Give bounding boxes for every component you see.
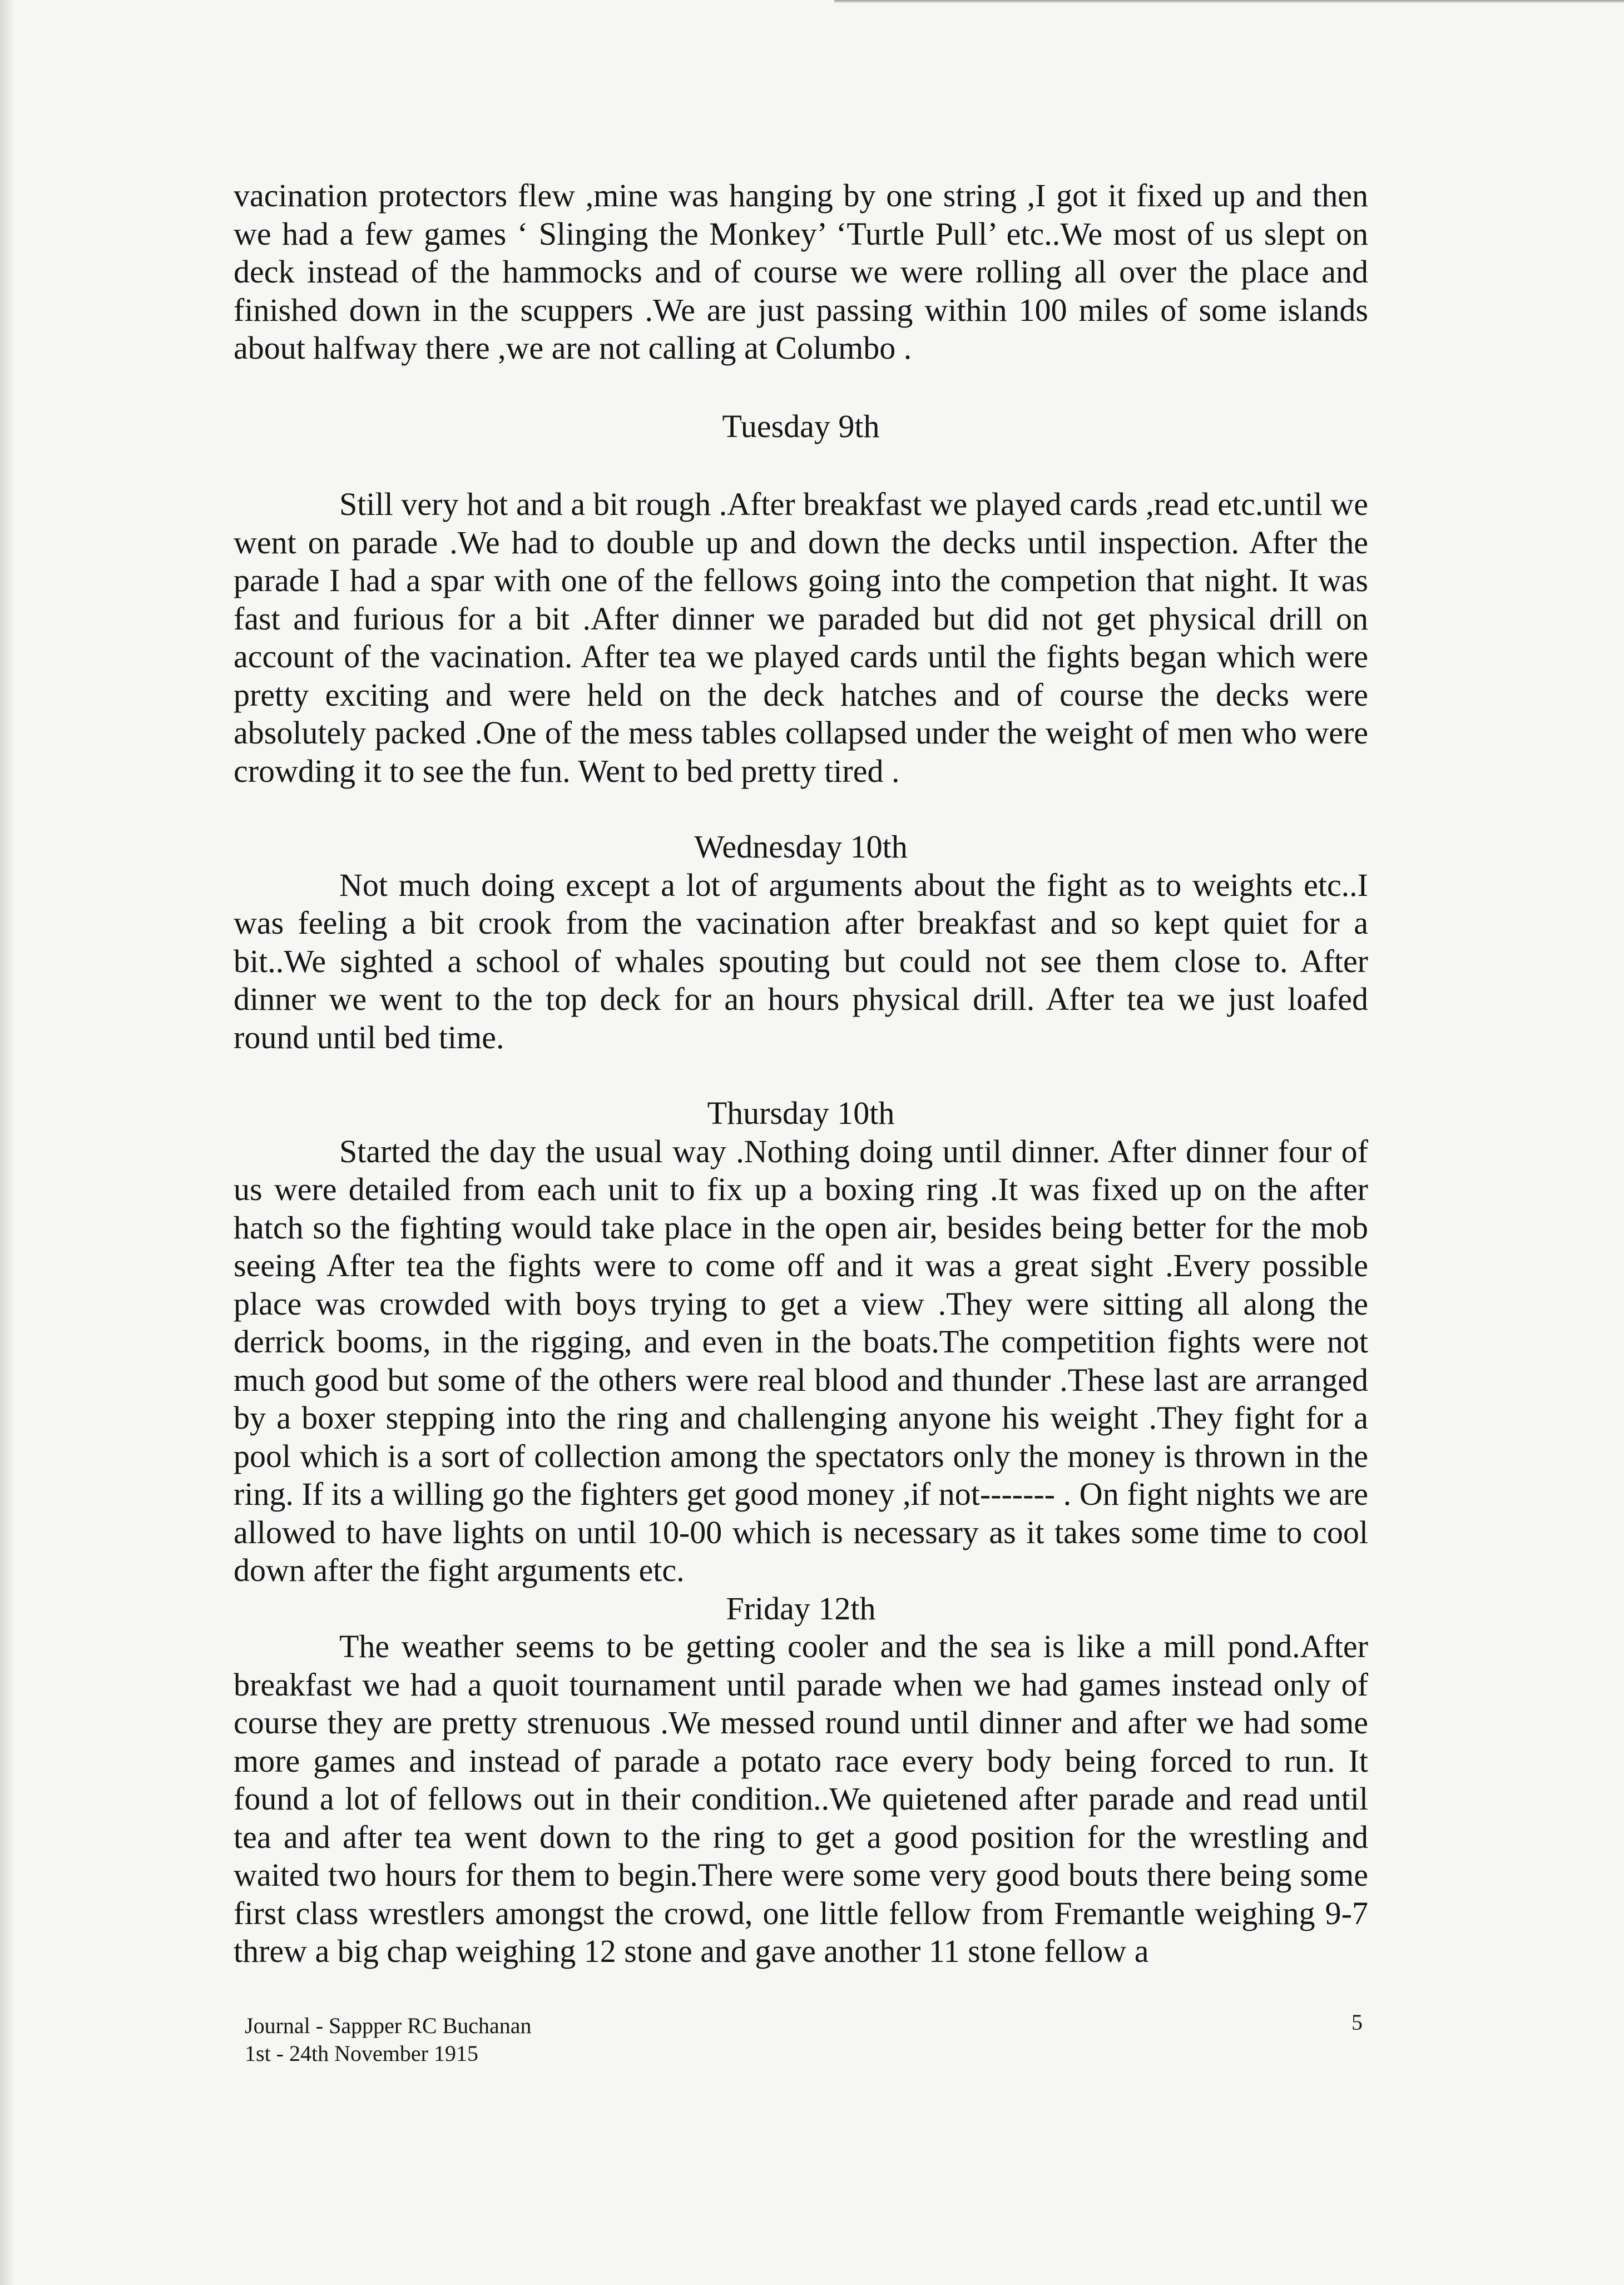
page-number: 5 bbox=[1351, 2010, 1363, 2035]
entry-heading-friday: Friday 12th bbox=[726, 1590, 876, 1627]
entry-paragraph-continued: vacination protectors flew ,mine was hanging by one string ,I got it fixed up and then we had a few games ‘ Slinging the Monkey’ ‘Turtle Pull’ etc..We most of us slept on deck instead of the hammocks and of course we were rolling all over the place and finished down in the scuppers .We are just passing within 100 miles of some islands about halfway there ,we are not calling at Columbo . bbox=[234, 177, 1368, 366]
entry-paragraph-friday: The weather seems to be getting cooler and the sea is like a mill pond.After breakfast we had a quoit tournament until parade when we had games instead only of course they are pretty strenuous .We messed round until dinner and after we had some more games and instead of parade a potato race every body being forced to run. It found a lot of fellows out in their condition..We quietened after parade and read until tea and after tea went down to the ring to get a good position for the wrestling and waited two hours for them to begin.There were some very good bouts there being some first class wrestlers amongst the crowd, one little fellow from Fremantle weighing 9-7 threw a big chap weighing 12 stone and gave another 11 stone fellow a bbox=[234, 1628, 1368, 1969]
footer-date-range: 1st - 24th November 1915 bbox=[245, 2041, 478, 2066]
journal-page-body bbox=[234, 177, 1368, 1971]
footer-journal-title: Journal - Sappper RC Buchanan bbox=[245, 2013, 532, 2038]
scan-edge-shadow bbox=[0, 0, 16, 2285]
entry-heading-thursday: Thursday 10th bbox=[707, 1095, 895, 1131]
entry-paragraph-thursday: Started the day the usual way .Nothing doing until dinner. After dinner four of us were detailed from each unit to fix up a boxing ring .It was fixed up on the after hatch so the fighting would take place in the open air, besides being better for the mob seeing After tea the fights were to come off and it was a great sight .Every possible place was crowded with boys trying to get a view .They were sitting all along the derrick booms, in the rigging, and even in the boats.The competition fights were not much good but some of the others were real blood and thunder .These last are arranged by a boxer stepping into the ring and challenging anyone his weight .They fight for a pool which is a sort of collection among the spectators only the money is thrown in the ring. If its a willing go the fighters get good money ,if not------- . On fight nights we are allowed to have lights on until 10-00 which is necessary as it takes some time to cool down after the fight arguments etc. bbox=[234, 1133, 1368, 1588]
entry-paragraph-wednesday: Not much doing except a lot of arguments about the fight as to weights etc..I was feeling a bit crook from the vacination after breakfast and so kept quiet for a bit..We sighted a school of whales spouting but could not see them close to. After dinner we went to the top deck for an hours physical drill. After tea we just loafed round until bed time. bbox=[234, 866, 1368, 1055]
entry-heading-wednesday: Wednesday 10th bbox=[694, 829, 908, 865]
page-footer bbox=[245, 2012, 531, 2068]
entry-paragraph-tuesday: Still very hot and a bit rough .After breakfast we played cards ,read etc.until we went on parade .We had to double up and down the decks until inspection. After the parade I had a spar with one of the fellows going into the competion that night. It was fast and furious for a bit .After dinner we paraded but did not get physical drill on account of the vacination. After tea we played cards until the fights began which were pretty exciting and were held on the deck hatches and of course the decks were absolutely packed .One of the mess tables collapsed under the weight of men who were crowding it to see the fun. Went to bed pretty tired . bbox=[234, 486, 1368, 789]
scan-top-edge bbox=[834, 0, 1624, 3]
entry-heading-tuesday: Tuesday 9th bbox=[722, 408, 880, 444]
